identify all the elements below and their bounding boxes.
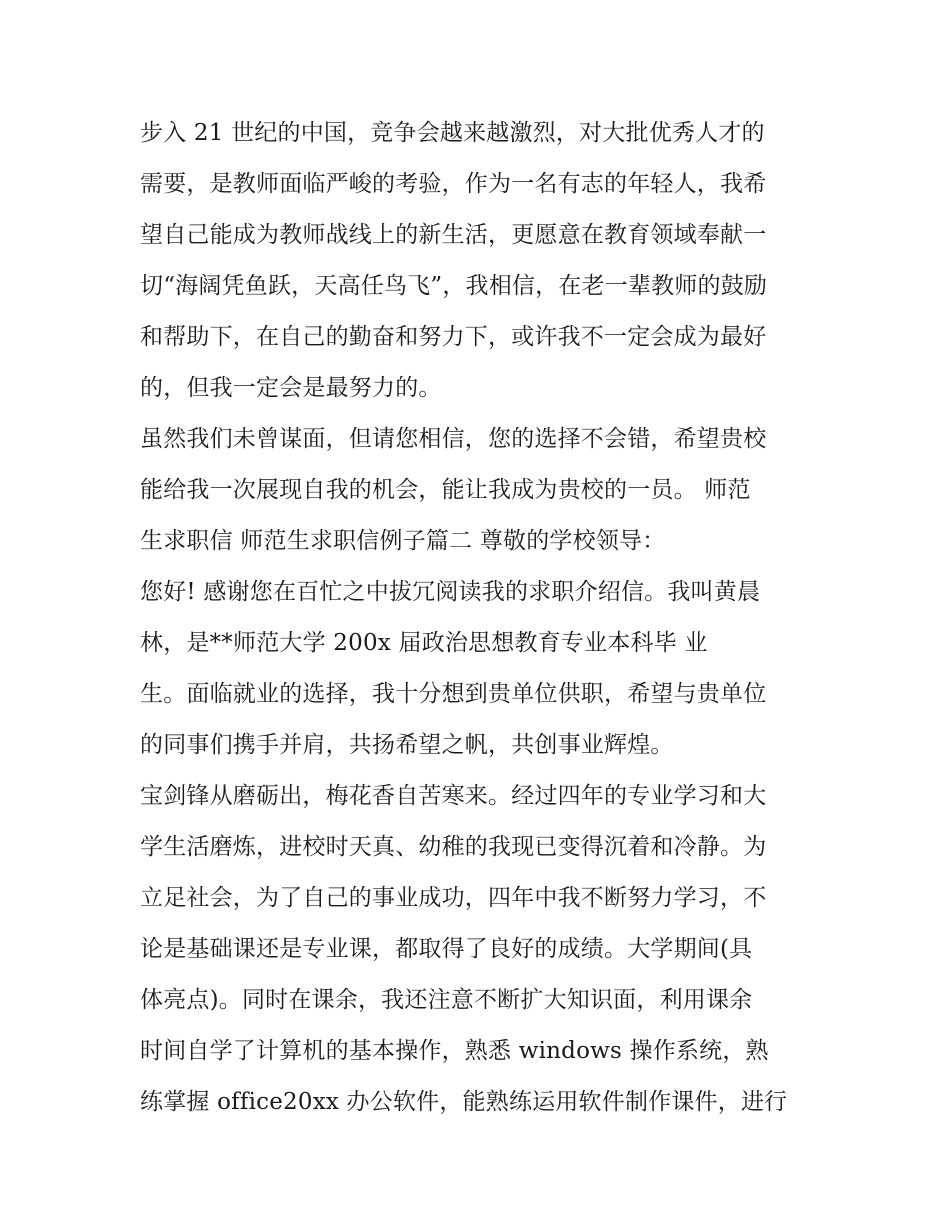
document-body bbox=[140, 108, 820, 1128]
text-line: 的同事们携手并肩，共扬希望之帆，共创事业辉煌。 bbox=[140, 732, 674, 758]
text-line: 宝剑锋从磨砺出，梅花香自苦寒来。经过四年的专业学习和大 bbox=[140, 783, 767, 809]
text-line: 时间自学了计算机的基本操作，熟悉 windows 操作系统，熟 bbox=[140, 1038, 769, 1064]
text-line: 步入 21 世纪的中国，竞争会越来越激烈，对大批优秀人才的 bbox=[140, 120, 765, 146]
text-line: 生求职信 师范生求职信例子篇二 尊敬的学校领导： bbox=[140, 528, 666, 554]
text-line: 的，但我一定会是最努力的。 bbox=[140, 375, 442, 401]
text-line: 和帮助下，在自己的勤奋和努力下，或许我不一定会成为最好 bbox=[140, 324, 767, 350]
text-line: 您好! 感谢您在百忙之中拔冗阅读我的求职介绍信。我叫黄晨 bbox=[140, 579, 761, 605]
text-line: 切“海阔凭鱼跃，天高任鸟飞”，我相信，在老一辈教师的鼓励 bbox=[140, 273, 768, 299]
text-line: 需要，是教师面临严峻的考验，作为一名有志的年轻人，我希 bbox=[140, 171, 767, 197]
text-line: 学生活磨炼，进校时天真、幼稚的我现已变得沉着和冷静。为 bbox=[140, 834, 767, 860]
text-line: 体亮点)。同时在课余，我还注意不断扩大知识面，利用课余 bbox=[140, 987, 753, 1013]
text-line: 虽然我们未曾谋面，但请您相信，您的选择不会错，希望贵校 bbox=[140, 426, 767, 452]
text-line: 能给我一次展现自我的机会，能让我成为贵校的一员。 师范 bbox=[140, 477, 751, 503]
text-line: 论是基础课还是专业课，都取得了良好的成绩。大学期间(具 bbox=[140, 936, 753, 962]
text-line: 立足社会，为了自己的事业成功，四年中我不断努力学习，不 bbox=[140, 885, 767, 911]
text-line: 练掌握 office20xx 办公软件，能熟练运用软件制作课件，进行 bbox=[140, 1089, 788, 1115]
text-line: 林，是**师范大学 200x 届政治思想教育专业本科毕 业 bbox=[140, 630, 708, 656]
text-line: 望自己能成为教师战线上的新生活，更愿意在教育领域奉献一 bbox=[140, 222, 767, 248]
text-line: 生。面临就业的选择，我十分想到贵单位供职，希望与贵单位 bbox=[140, 681, 767, 707]
